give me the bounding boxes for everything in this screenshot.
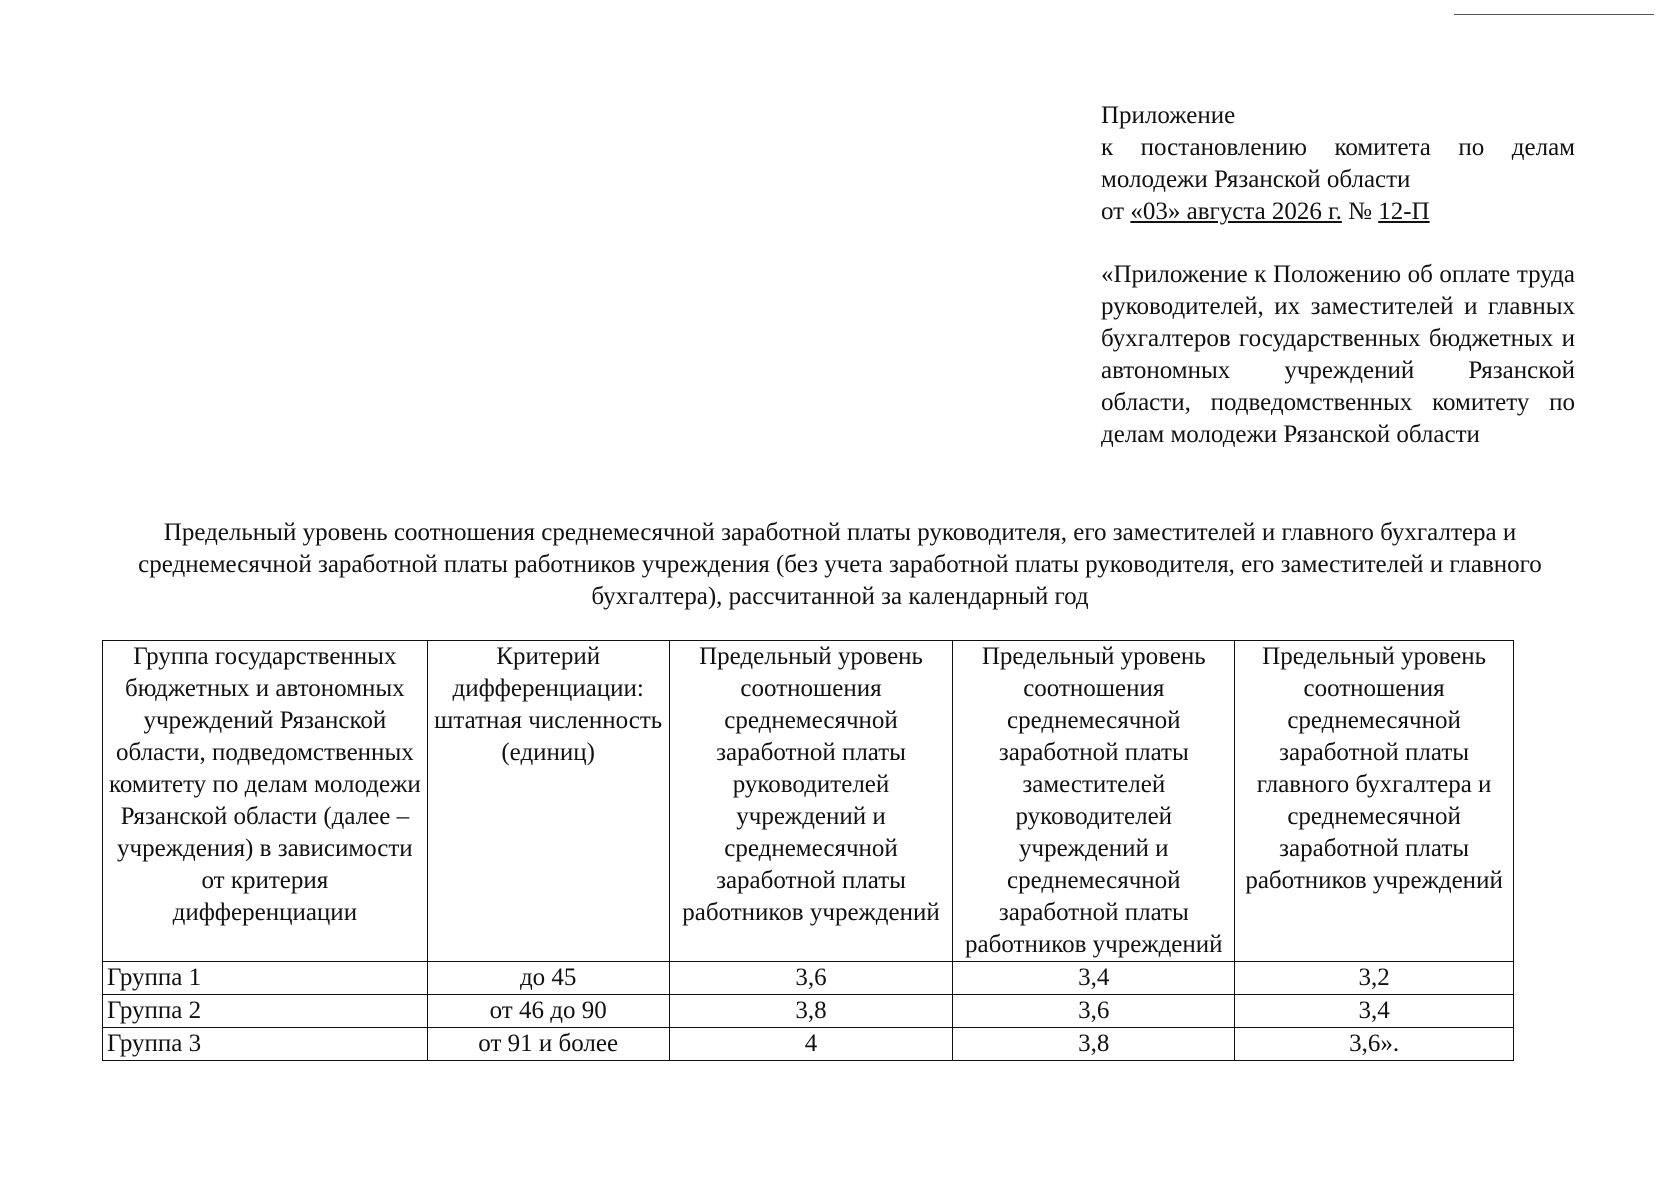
cell-criterion: от 91 и более xyxy=(427,1028,669,1061)
resolution-number: 12-П xyxy=(1378,198,1430,225)
header-group: Группа государственных бюджетных и автономных учреждений Рязанской области, подведомственных комитету по делам молодежи Рязанской области (далее – учреждения) в зависимости от критерия дифференциации xyxy=(103,641,428,962)
appendix-resolution-line: к постановлению комитета по делам xyxy=(1101,134,1575,161)
top-edge-line xyxy=(1454,14,1654,15)
table-header-row xyxy=(103,641,1514,962)
table-row xyxy=(103,1028,1514,1061)
cell-group: Группа 1 xyxy=(103,962,428,995)
appendix-block xyxy=(1101,100,1575,451)
cell-group: Группа 2 xyxy=(103,995,428,1028)
appendix-date-line xyxy=(1101,196,1575,228)
header-head-ratio: Предельный уровень соотношения среднемесячной заработной платы руководителей учреждений и среднемесячной заработной платы работников учреждений xyxy=(669,641,953,962)
cell-head-ratio: 4 xyxy=(669,1028,953,1061)
cell-accountant-ratio: 3,2 xyxy=(1235,962,1514,995)
cell-accountant-ratio: 3,4 xyxy=(1235,995,1514,1028)
resolution-date: «03» августа 2026 г. xyxy=(1130,198,1342,225)
cell-head-ratio: 3,6 xyxy=(669,962,953,995)
appendix-committee-line: молодежи Рязанской области xyxy=(1101,166,1411,193)
header-accountant-ratio: Предельный уровень соотношения среднемесячной заработной платы главного бухгалтера и среднемесячной заработной платы работников учреждений xyxy=(1235,641,1514,962)
cell-deputy-ratio: 3,8 xyxy=(953,1028,1235,1061)
cell-deputy-ratio: 3,6 xyxy=(953,995,1235,1028)
cell-head-ratio: 3,8 xyxy=(669,995,953,1028)
cell-deputy-ratio: 3,4 xyxy=(953,962,1235,995)
table-row xyxy=(103,962,1514,995)
table-row xyxy=(103,995,1514,1028)
cell-group: Группа 3 xyxy=(103,1028,428,1061)
appendix-reference-text: «Приложение к Положению об оплате труда руководителей, их заместителей и главных бухгалтеров государственных бюджетных и автономных учреждений Рязанской области, подведомственных комитету по делам молодежи Рязанской области xyxy=(1101,261,1575,448)
date-prefix: от xyxy=(1101,198,1131,225)
ratio-table xyxy=(102,640,1514,1061)
document-title: Предельный уровень соотношения среднемесячной заработной платы руководителя, его заместителей и главного бухгалтера и среднемесячной заработной платы работников учреждения (без учета заработной платы руководителя, его заместителей и главного бухгалтера), рассчитанной за календарный год xyxy=(138,519,1542,610)
cell-criterion: до 45 xyxy=(427,962,669,995)
number-prefix: № xyxy=(1341,198,1379,225)
cell-criterion: от 46 до 90 xyxy=(427,995,669,1028)
header-criterion: Критерий дифференциации: штатная численность (единиц) xyxy=(427,641,669,962)
cell-accountant-ratio: 3,6». xyxy=(1235,1028,1514,1061)
appendix-heading: Приложение xyxy=(1101,102,1236,129)
header-deputy-ratio: Предельный уровень соотношения среднемесячной заработной платы заместителей руководителей учреждений и среднемесячной заработной платы работников учреждений xyxy=(953,641,1235,962)
